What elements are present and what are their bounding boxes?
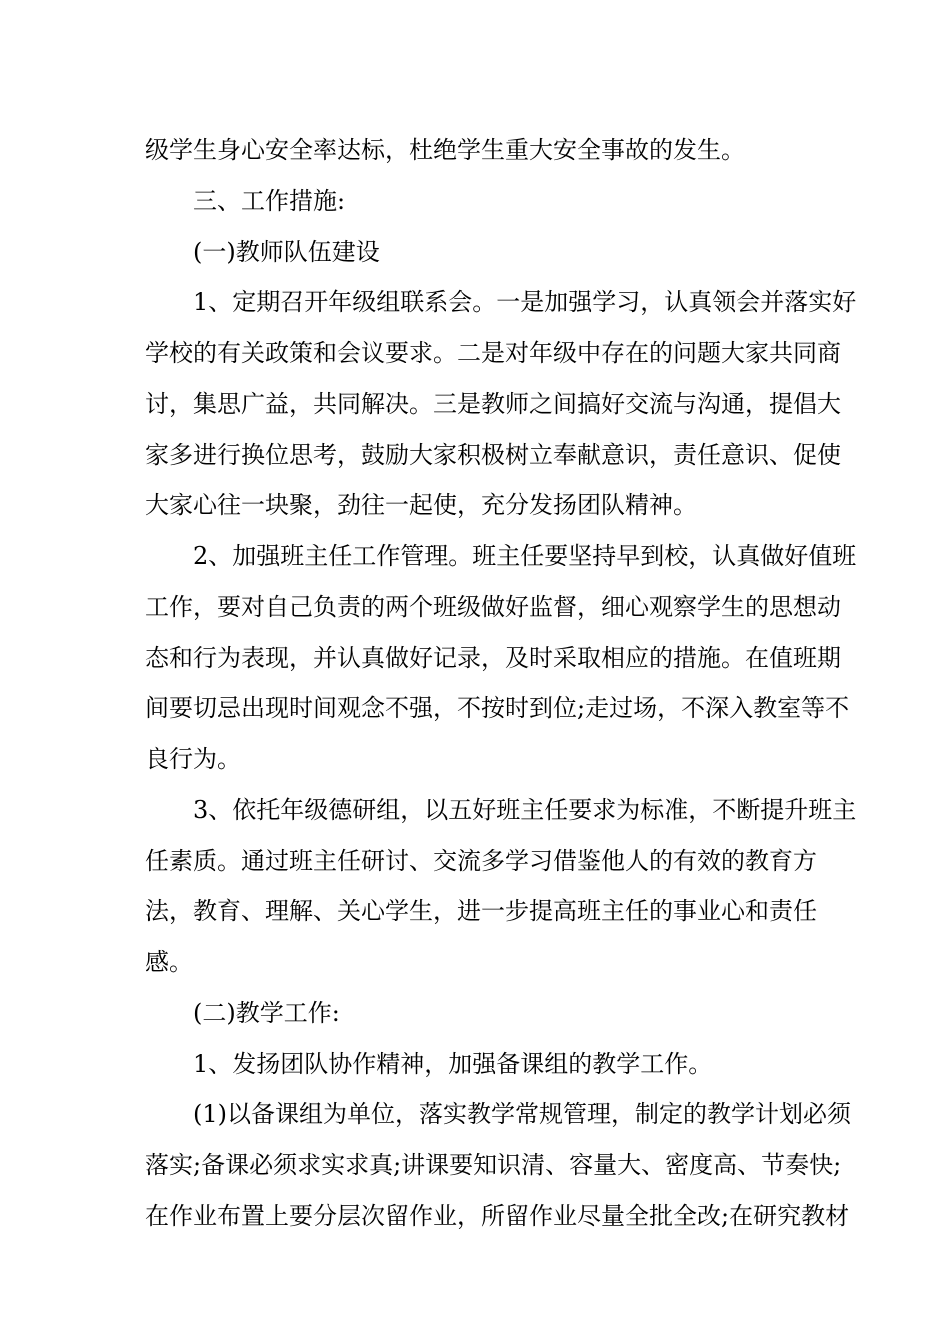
paragraph-line: 法，教育、理解、关心学生，进一步提高班主任的事业心和责任	[145, 897, 817, 925]
paragraph-line: 间要切忌出现时间观念不强，不按时到位;走过场，不深入教室等不	[145, 694, 850, 722]
paragraph-line: 讨，集思广益，共同解决。三是教师之间搞好交流与沟通，提倡大	[145, 390, 841, 418]
paragraph-line: 感。	[145, 948, 193, 976]
paragraph-line: 在作业布置上要分层次留作业，所留作业尽量全批全改;在研究教材	[145, 1202, 850, 1230]
subsection-heading: (一)教师队伍建设	[193, 238, 380, 266]
section-heading: 三、工作措施:	[193, 187, 346, 215]
paragraph-line: 2、加强班主任工作管理。班主任要坚持早到校，认真做好值班	[193, 542, 857, 570]
subsection-heading: (二)教学工作:	[193, 999, 340, 1027]
paragraph-line: 工作，要对自己负责的两个班级做好监督，细心观察学生的思想动	[145, 593, 841, 621]
paragraph-line: 学校的有关政策和会议要求。二是对年级中存在的问题大家共同商	[145, 339, 841, 367]
paragraph-line: 1、发扬团队协作精神，加强备课组的教学工作。	[193, 1050, 713, 1078]
paragraph-line: (1)以备课组为单位，落实教学常规管理，制定的教学计划必须	[193, 1100, 851, 1128]
paragraph-line: 3、依托年级德研组，以五好班主任要求为标准，不断提升班主	[193, 796, 857, 824]
paragraph-line: 任素质。通过班主任研讨、交流多学习借鉴他人的有效的教育方	[145, 847, 817, 875]
paragraph-line: 大家心往一块聚，劲往一起使，充分发扬团队精神。	[145, 491, 697, 519]
paragraph-line: 级学生身心安全率达标，杜绝学生重大安全事故的发生。	[145, 136, 745, 164]
paragraph-line: 良行为。	[145, 745, 241, 773]
paragraph-line: 态和行为表现，并认真做好记录，及时采取相应的措施。在值班期	[145, 644, 841, 672]
paragraph-line: 1、定期召开年级组联系会。一是加强学习，认真领会并落实好	[193, 288, 857, 316]
paragraph-line: 落实;备课必须求实求真;讲课要知识清、容量大、密度高、节奏快;	[145, 1151, 842, 1179]
paragraph-line: 家多进行换位思考，鼓励大家积极树立奉献意识，责任意识、促使	[145, 441, 841, 469]
